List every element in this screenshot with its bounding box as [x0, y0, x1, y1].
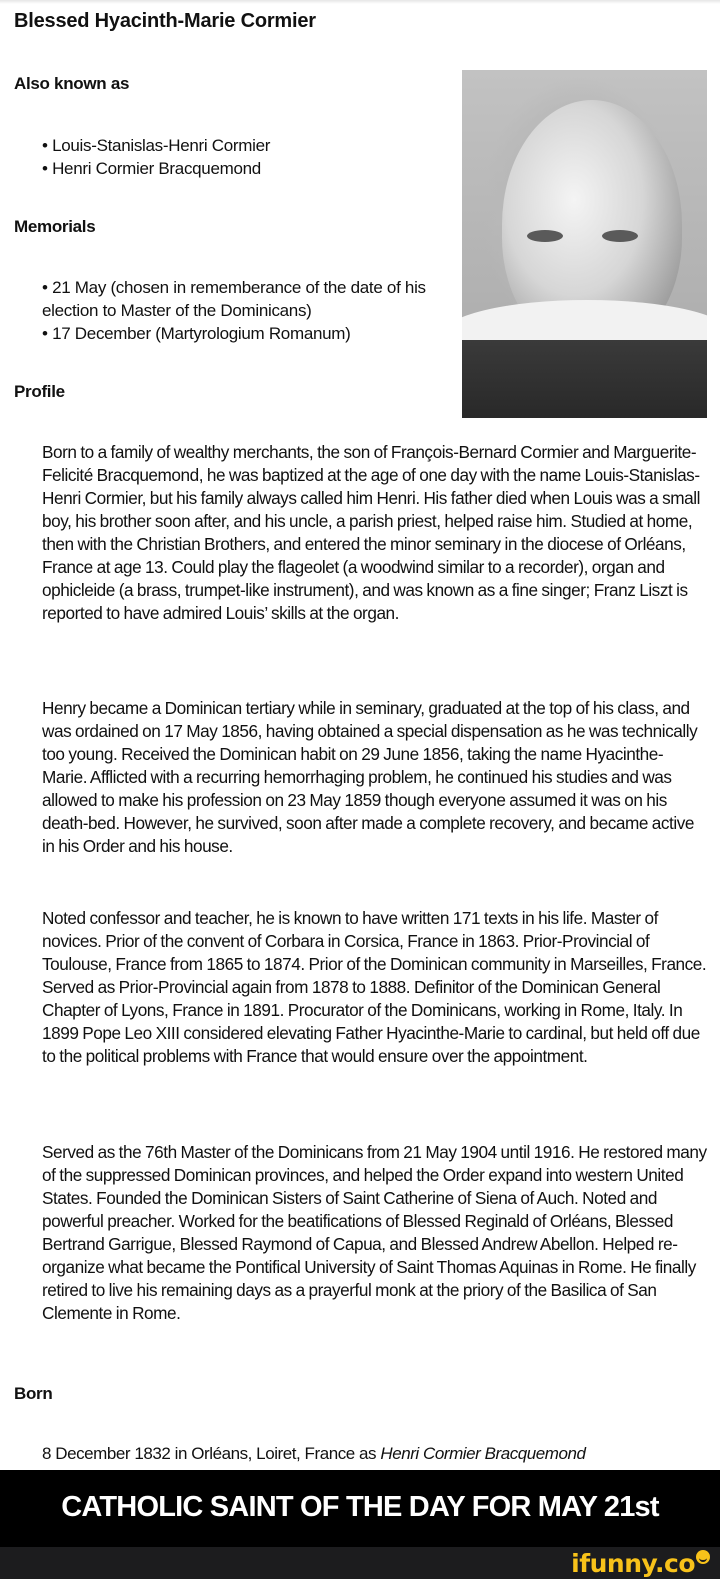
saint-portrait-image — [462, 70, 707, 418]
also-known-as-heading: Also known as — [14, 74, 130, 93]
page-title: Blessed Hyacinth-Marie Cormier — [14, 10, 316, 32]
profile-paragraph: Served as the 76th Master of the Dominicans from 21 May 1904 until 1916. He restored many of the suppressed Dominican provinces, and helped the Order expand into western United States. Founded the Dominican Sisters of Saint Catherine of Siena of Auch. Noted and powerful preacher. Worked for the beatifications of Blessed Reginald of Orléans, Blessed Bertrand Garrigue, Blessed Raymond of Capua, and Blessed Andrew Abellon. Helped re-organize what became the Pontifical University of Saint Thomas Aquinas in Rome. He finally retired to live his remaining days as a prayerful monk at the priory of the Basilica of San Clemente in Rome. — [42, 1142, 707, 1323]
profile-paragraph: Henry became a Dominican tertiary while in seminary, graduated at the top of his class, and was ordained on 17 May 1856, having obtained a special dispensation as he was technically too young. Received the Dominican habit on 29 June 1856, taking the name Hyacinthe-Marie. Afflicted with a recurring hemorrhaging problem, he continued his studies and was allowed to make his profession on 23 May 1859 though everyone assumed it was on his death-bed. However, he survived, soon after made a complete recovery, and became active in his Order and his house. — [42, 698, 698, 856]
list-item: • Louis-Stanislas-Henri Cormier — [42, 136, 271, 155]
list-item: • 21 May (chosen in rememberance of the date of his election to Master of the Dominicans) — [42, 278, 426, 320]
banner-caption: CATHOLIC SAINT OF THE DAY FOR MAY 21st — [61, 1491, 659, 1523]
watermark-text: ifunny.co — [571, 1548, 695, 1578]
memorials-list — [42, 276, 452, 345]
list-item: • 17 December (Martyrologium Romanum) — [42, 324, 351, 343]
portrait-robe — [462, 340, 707, 418]
memorials-heading: Memorials — [14, 217, 96, 236]
profile-heading: Profile — [14, 382, 65, 401]
born-name: Henri Cormier Bracquemond — [380, 1444, 586, 1463]
ifunny-watermark — [571, 1547, 710, 1579]
portrait-eye — [527, 230, 563, 242]
born-text — [42, 1442, 708, 1466]
smiley-icon — [696, 1550, 710, 1564]
portrait-eye — [602, 230, 638, 242]
caption-banner — [0, 1470, 720, 1547]
born-heading: Born — [14, 1384, 53, 1403]
profile-paragraph: Noted confessor and teacher, he is known to have written 171 texts in his life. Master of novices. Prior of the convent of Corbara in Corsica, France in 1863. Prior-Provincial of Toulouse, France from 1865 to 1874. Prior of the Dominican community in Marseilles, France. Served as Prior-Provincial again from 1878 to 1888. Definitor of the Dominican General Chapter of Lyons, France in 1891. Procurator of the Dominicans, working in Rome, Italy. In 1899 Pope Leo XIII considered elevating Father Hyacinthe-Marie to cardinal, but held off due to the political problems with France that would ensure over the appointment. — [42, 908, 707, 1066]
list-item: • Henri Cormier Bracquemond — [42, 159, 261, 178]
top-shadow — [0, 0, 720, 4]
also-known-as-list — [42, 134, 462, 180]
born-text-prefix: 8 December 1832 in Orléans, Loiret, France as — [42, 1444, 381, 1463]
profile-paragraph: Born to a family of wealthy merchants, the son of François-Bernard Cormier and Marguerite-Felicité Bracquemond, he was baptized at the age of one day with the name Louis-Stanislas-Henri Cormier, but his family always called him Henri. His father died when Louis was a small boy, his brother soon after, and his uncle, a parish priest, helped raise him. Studied at home, then with the Christian Brothers, and entered the minor seminary in the diocese of Orléans, France at age 13. Could play the flageolet (a woodwind similar to a recorder), organ and ophicleide (a brass, trumpet-like instrument), and was known as a fine singer; Franz Liszt is reported to have admired Louis’ skills at the organ. — [42, 442, 700, 623]
